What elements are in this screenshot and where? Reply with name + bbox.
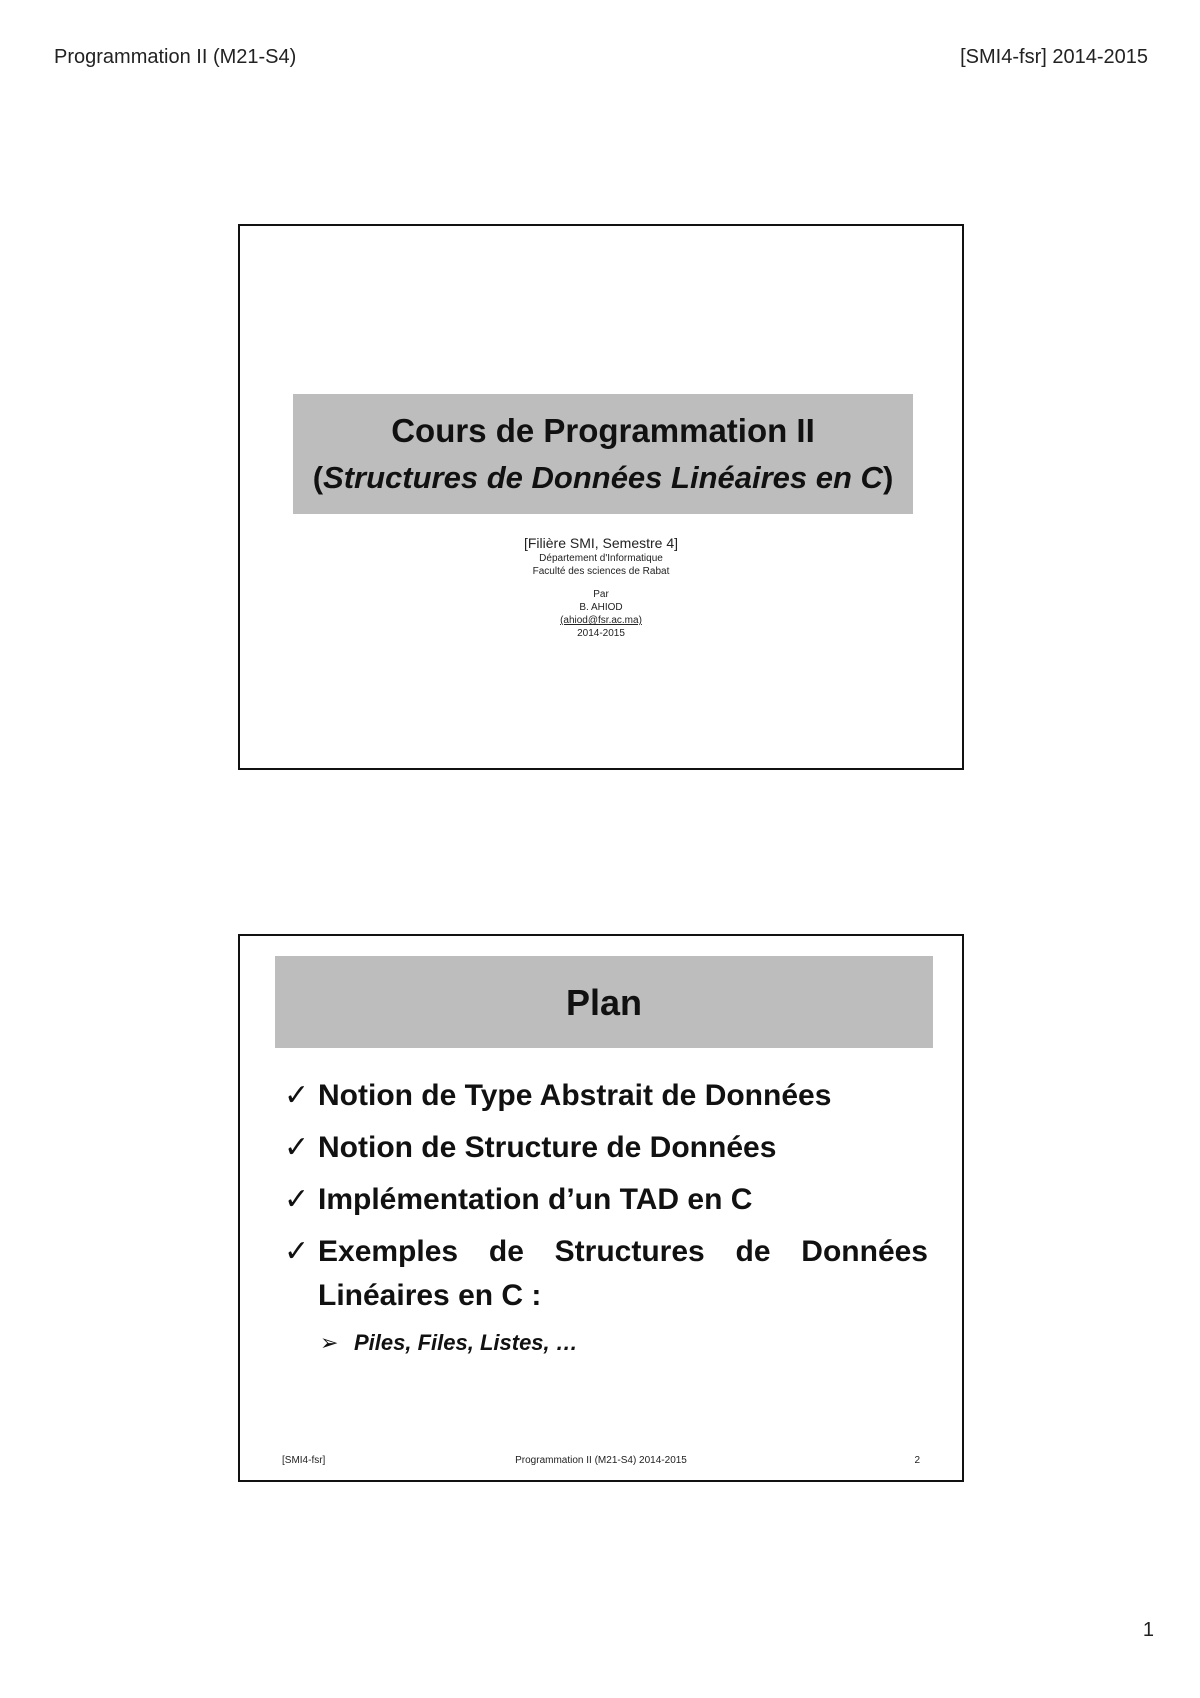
- slide-footer-number: 2: [914, 1455, 920, 1466]
- page-header-term: [SMI4-fsr] 2014-2015: [960, 46, 1148, 68]
- plan-bullet: ✓ Notion de Type Abstrait de Données: [284, 1074, 928, 1118]
- plan-title-band: [275, 956, 933, 1048]
- department-label: Département d'Informatique: [539, 553, 663, 564]
- filiere-label: [Filière SMI, Semestre 4]: [523, 535, 679, 551]
- plan-bullet-list: [284, 1074, 928, 1360]
- checkmark-icon: ✓: [284, 1235, 310, 1268]
- author-email-link[interactable]: (ahiod@fsr.ac.ma): [560, 615, 642, 626]
- plan-title: Plan: [565, 982, 643, 1023]
- slide-title: [238, 224, 964, 770]
- plan-bullet: ✓ Implémentation d’un TAD en C: [284, 1178, 928, 1222]
- page-number: 1: [1142, 1619, 1154, 1641]
- slide-plan: [238, 934, 964, 1482]
- checkmark-icon: ✓: [284, 1079, 310, 1112]
- slide-footer-center: Programmation II (M21-S4) 2014-2015: [515, 1455, 687, 1466]
- slide-main-title: Cours de Programmation II: [391, 412, 815, 449]
- checkmark-icon: ✓: [284, 1183, 310, 1216]
- title-band: [293, 394, 913, 514]
- year-label: 2014-2015: [577, 628, 625, 639]
- plan-bullet: ✓ Notion de Structure de Données: [284, 1126, 928, 1170]
- page-header-course: Programmation II (M21-S4): [54, 46, 297, 68]
- arrow-bullet-icon: ➢: [320, 1330, 339, 1355]
- author-name: B. AHIOD: [579, 602, 623, 613]
- slide-subtitle: (Structures de Données Linéaires en C): [312, 460, 894, 495]
- plan-sub-bullet: ➢ Piles, Files, Listes, …: [284, 1326, 928, 1360]
- course-info: [240, 534, 962, 640]
- by-label: Par: [593, 589, 609, 600]
- faculty-label: Faculté des sciences de Rabat: [532, 566, 670, 577]
- plan-bullet: ✓ Exemples de Structures de Données Linéaires en C :: [284, 1230, 928, 1318]
- slide-footer-left: [SMI4-fsr]: [282, 1455, 326, 1466]
- checkmark-icon: ✓: [284, 1131, 310, 1164]
